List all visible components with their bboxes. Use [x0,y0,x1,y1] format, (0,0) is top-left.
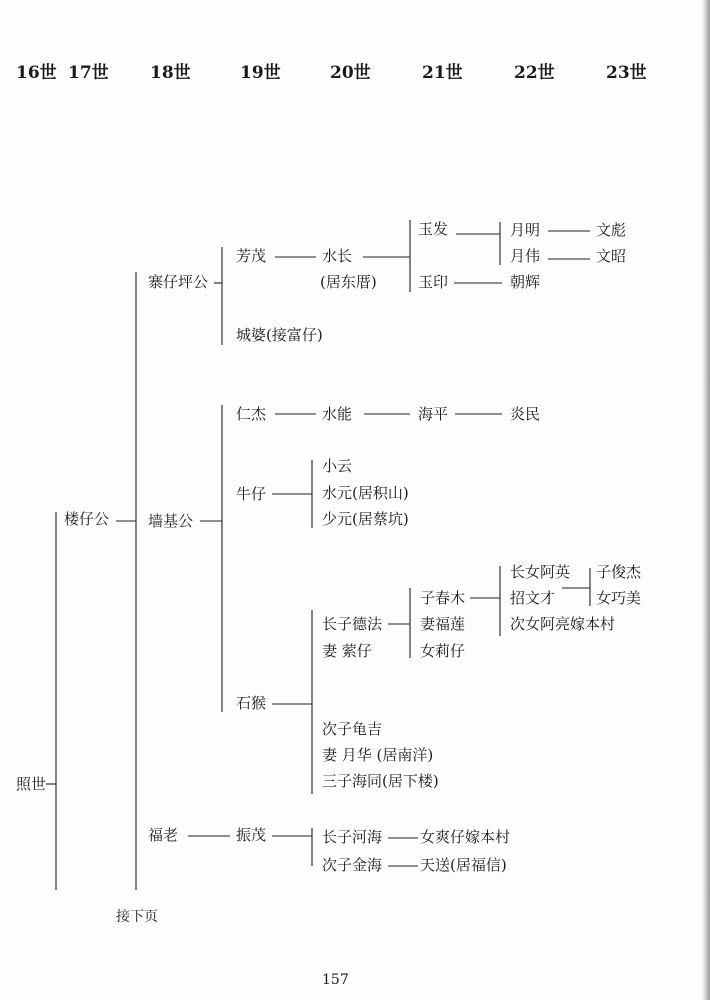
person-yueming: 月明 [510,221,541,239]
person-zi-chunmu: 子春木 [420,589,466,607]
person-zhao-wencai: 招文才 [510,589,556,607]
person-nv-shuangzai: 女爽仔嫁本村 [420,828,511,846]
person-fulao: 福老 [148,826,179,844]
generation-16-label: 16世 [16,63,57,83]
person-shuineng: 水能 [322,405,353,423]
person-nv-lizai: 女莉仔 [420,642,466,660]
shuichang-residence-note: (居东厝) [320,273,377,291]
person-yanmin: 炎民 [510,405,541,423]
person-wife-suzai: 妻 萦仔 [322,642,372,660]
page-number: 157 [322,972,349,988]
person-yuyin: 玉印 [418,273,449,291]
person-nv-qiaomei: 女巧美 [596,589,642,607]
person-zhangnv-aying: 长女阿英 [510,563,571,581]
person-zhangzi-defa: 长子德法 [322,615,383,633]
person-sanzi-haitong: 三子海同(居下楼) [322,772,439,790]
person-shuichang: 水长 [322,247,353,265]
person-cizi-jinhai: 次子金海 [322,856,383,874]
person-yufa: 玉发 [418,220,449,238]
person-qiangjigong: 墙基公 [148,512,194,530]
person-zhangzi-hehai: 长子河海 [322,828,383,846]
person-chengpo: 城婆(接富仔) [236,326,323,344]
person-wife-fulian: 妻福莲 [420,615,466,633]
person-louzaigong: 楼仔公 [64,510,110,528]
person-chaohui: 朝辉 [510,273,541,291]
generation-23-label: 23世 [606,63,647,83]
generation-17-label: 17世 [68,63,109,83]
person-zhaizaipinggong: 寨仔坪公 [148,273,209,291]
person-cinv-aliang: 次女阿亮嫁本村 [510,615,616,633]
person-niuzai: 牛仔 [236,485,267,503]
person-shuiyuan: 水元(居积山) [322,484,409,502]
person-fangmao: 芳茂 [236,247,267,265]
person-xiaoyun: 小云 [322,457,353,475]
person-haiping: 海平 [418,405,449,423]
generation-20-label: 20世 [330,63,371,83]
generation-18-label: 18世 [150,63,191,83]
generation-19-label: 19世 [240,63,281,83]
person-shaoyuan: 少元(居蔡坑) [322,510,409,528]
continued-next-page-note: 接下页 [116,909,158,925]
person-shihou: 石猴 [236,694,267,712]
person-renjie: 仁杰 [236,405,267,423]
person-yuewei: 月伟 [510,247,541,265]
person-zhaoshi: 照世 [16,775,47,793]
person-zi-junjie: 子俊杰 [596,563,642,581]
person-wenzhao: 文昭 [596,247,627,265]
generation-22-label: 22世 [514,63,555,83]
person-cizi-guiji: 次子龟吉 [322,720,383,738]
person-tiansong: 天送(居福信) [420,856,507,874]
generation-21-label: 21世 [422,63,463,83]
scan-edge-shadow [702,0,710,1000]
person-wife-yuehua: 妻 月华 (居南洋) [322,746,434,764]
person-zhenmao: 振茂 [236,826,267,844]
person-wenbiao: 文彪 [596,221,627,239]
